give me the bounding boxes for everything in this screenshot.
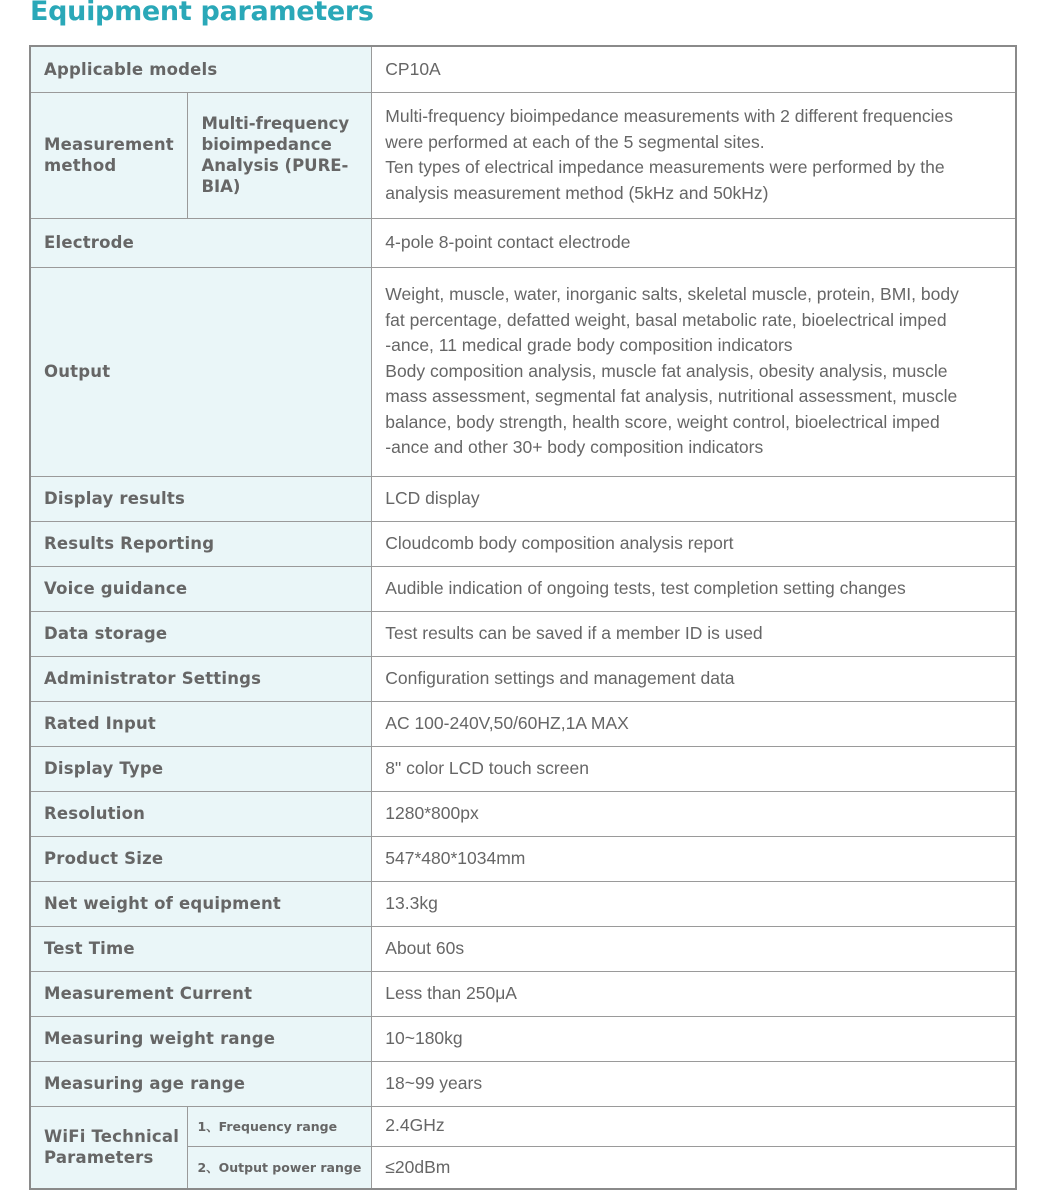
row-label: Results Reporting [30, 521, 372, 566]
row-label: Electrode [30, 218, 372, 267]
row-label: Voice guidance [30, 566, 372, 611]
table-row [30, 611, 1016, 656]
value-line: -ance and other 30+ body composition indicators [385, 437, 764, 458]
row-label: Display Type [30, 746, 372, 791]
row-label: Administrator Settings [30, 656, 372, 701]
row-value: Configuration settings and management data [372, 656, 1016, 701]
table-row [30, 791, 1016, 836]
row-value: 8" color LCD touch screen [372, 746, 1016, 791]
row-sublabel: 2、Output power range [188, 1146, 372, 1189]
table-row [30, 971, 1016, 1016]
equipment-parameters-table [29, 45, 1017, 1190]
row-value [372, 267, 1016, 476]
row-value: About 60s [372, 926, 1016, 971]
table-row [30, 46, 1016, 92]
row-value: 10~180kg [372, 1016, 1016, 1061]
table-row [30, 746, 1016, 791]
table-row [30, 656, 1016, 701]
row-value: 13.3kg [372, 881, 1016, 926]
value-line: fat percentage, defatted weight, basal metabolic rate, bioelectrical imped [385, 309, 947, 330]
row-sublabel: 1、Frequency range [188, 1106, 372, 1146]
value-line: Ten types of electrical impedance measurements were performed by the [385, 157, 945, 177]
table-row [30, 476, 1016, 521]
row-value: Audible indication of ongoing tests, test completion setting changes [372, 566, 1016, 611]
value-line: Multi-frequency bioimpedance measurements with 2 different frequencies [385, 106, 954, 126]
row-value: LCD display [372, 476, 1016, 521]
row-label: Measurement Current [30, 971, 372, 1016]
row-label: Test Time [30, 926, 372, 971]
row-value: 4-pole 8-point contact electrode [372, 218, 1016, 267]
row-label: Applicable models [30, 46, 372, 92]
row-label: Display results [30, 476, 372, 521]
row-label: Resolution [30, 791, 372, 836]
table-row [30, 1061, 1016, 1106]
row-value: 547*480*1034mm [372, 836, 1016, 881]
value-line: were performed at each of the 5 segmental sites. [385, 131, 765, 152]
value-line: analysis measurement method (5kHz and 50kHz) [385, 182, 769, 203]
row-value: 18~99 years [372, 1061, 1016, 1106]
row-label: Measuring weight range [30, 1016, 372, 1061]
table-row [30, 566, 1016, 611]
row-label: Product Size [30, 836, 372, 881]
row-label: Rated Input [30, 701, 372, 746]
table-row [30, 218, 1016, 267]
row-value: ≤20dBm [372, 1146, 1016, 1189]
page-title: Equipment parameters [30, 0, 374, 27]
row-label: WiFi Technical Parameters [30, 1106, 188, 1189]
row-value: AC 100-240V,50/60HZ,1A MAX [372, 701, 1016, 746]
table-row [30, 521, 1016, 566]
value-line: Body composition analysis, muscle fat analysis, obesity analysis, muscle [385, 360, 948, 381]
table-row [30, 92, 1016, 218]
value-line: -ance, 11 medical grade body composition indicators [385, 335, 793, 356]
row-label: Data storage [30, 611, 372, 656]
value-line: Weight, muscle, water, inorganic salts, skeletal muscle, protein, BMI, body [385, 284, 959, 305]
row-label: Measurement method [30, 92, 188, 218]
table-row [30, 881, 1016, 926]
row-value: CP10A [372, 46, 1016, 92]
row-value: 2.4GHz [372, 1106, 1016, 1146]
value-line: mass assessment, segmental fat analysis, nutritional assessment, muscle [385, 386, 958, 407]
row-value: Test results can be saved if a member ID is used [372, 611, 1016, 656]
row-label: Output [30, 267, 372, 476]
table-row [30, 267, 1016, 476]
row-sublabel: Multi-frequency bioimpedance Analysis (PURE-BIA) [188, 92, 372, 218]
row-label: Net weight of equipment [30, 881, 372, 926]
row-value: Cloudcomb body composition analysis report [372, 521, 1016, 566]
row-label: Measuring age range [30, 1061, 372, 1106]
table-row [30, 836, 1016, 881]
table-row [30, 1106, 1016, 1146]
table-row [30, 701, 1016, 746]
row-value: 1280*800px [372, 791, 1016, 836]
table-row [30, 926, 1016, 971]
value-line: balance, body strength, health score, weight control, bioelectrical imped [385, 411, 940, 432]
row-value [372, 92, 1016, 218]
row-value: Less than 250μA [372, 971, 1016, 1016]
table-row [30, 1016, 1016, 1061]
